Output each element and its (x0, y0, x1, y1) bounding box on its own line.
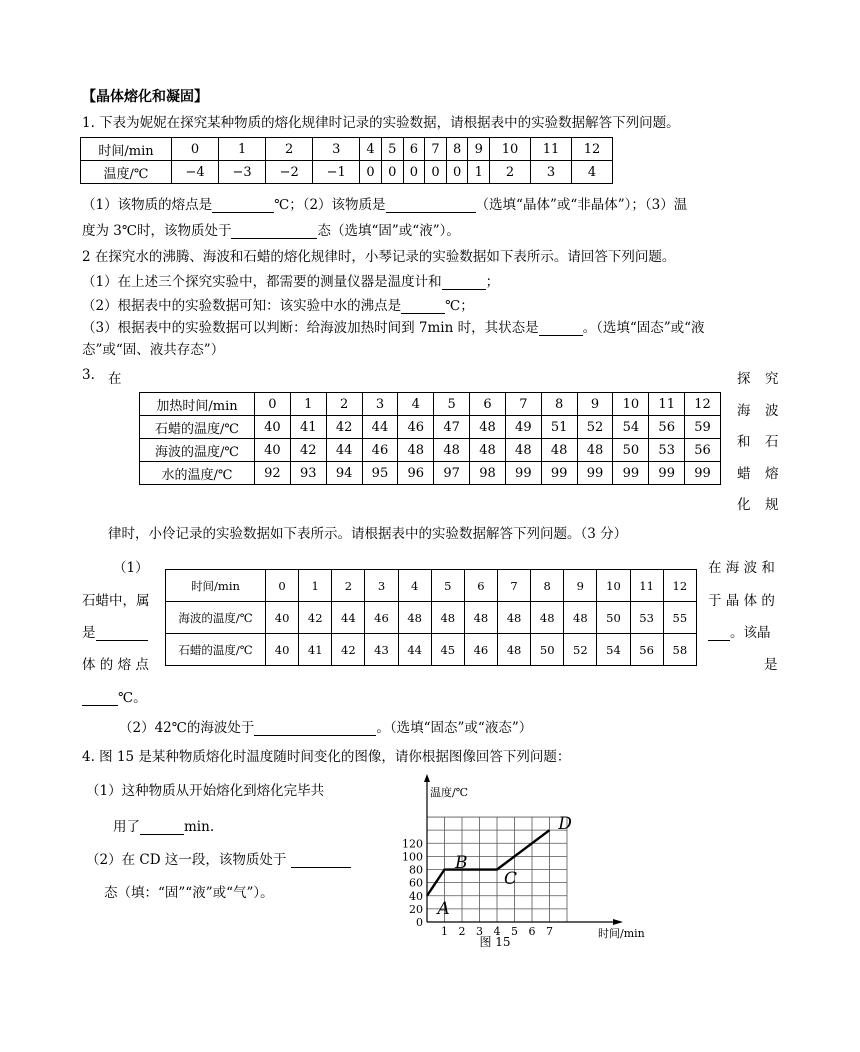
q4-part2 (86, 848, 351, 868)
q3b-value-cell: 42 (332, 634, 365, 666)
y-tick-label: 60 (409, 876, 423, 890)
q1-temp-cell: 3 (531, 161, 572, 184)
q3b-time-cell: 3 (365, 570, 398, 602)
q3b-time-cell: 6 (464, 570, 497, 602)
q3-data-table (139, 392, 721, 485)
q3b-time-cell: 1 (299, 570, 332, 602)
q4-part2-cont: 态（填：“固”“液”或“气”）。 (104, 885, 274, 901)
q3-time-cell: 8 (541, 393, 577, 416)
q3-value-cell: 40 (255, 439, 291, 462)
q1-blank-state[interactable] (231, 224, 317, 239)
q2-text-3b: 。（选填“固态”或“液 (582, 320, 705, 336)
q1-temp-cell: 0 (446, 161, 468, 184)
q3-value-cell: 47 (434, 416, 470, 439)
q3b-time-cell: 8 (531, 570, 564, 602)
q3b-value-cell: 55 (663, 602, 696, 634)
q1-data-table (80, 137, 613, 184)
q1-time-cell: 1 (219, 138, 266, 161)
q1-temp-cell: 2 (490, 161, 531, 184)
q3-value-cell: 44 (362, 416, 398, 439)
q1-time-cell: 0 (172, 138, 219, 161)
q3b-value-cell: 58 (663, 634, 696, 666)
q3-time-cell: 7 (505, 393, 541, 416)
section-heading: 【晶体熔化和凝固】 (82, 89, 208, 105)
q3b-value-cell: 48 (497, 602, 530, 634)
q3b-value-cell: 54 (597, 634, 630, 666)
q3-value-cell: 56 (685, 439, 721, 462)
q3-time-cell: 4 (398, 393, 434, 416)
q3-table-row (140, 416, 721, 439)
q1-time-cell: 9 (468, 138, 490, 161)
q3b-table-row (166, 602, 697, 634)
q3b-value-cell: 48 (531, 602, 564, 634)
q3-value-cell: 95 (362, 462, 398, 485)
q3-side-char: 蜡 (737, 466, 751, 482)
q3-value-cell: 46 (398, 416, 434, 439)
q3b-value-cell: 48 (398, 602, 431, 634)
q3-row-label: 水的温度/℃ (140, 462, 255, 485)
q1-time-cell: 8 (446, 138, 468, 161)
q1-time-cell: 3 (313, 138, 360, 161)
x-axis-arrow (613, 919, 623, 925)
q3-value-cell: 54 (613, 416, 649, 439)
q3b-value-cell: 56 (630, 634, 663, 666)
q3-left-1: （1） (113, 560, 149, 576)
q3-right-1: 在 海 波 和 (708, 560, 775, 576)
q3-value-cell: 98 (470, 462, 506, 485)
q3b-value-cell: 42 (299, 602, 332, 634)
q3-value-cell: 93 (290, 462, 326, 485)
q3-time-cell: 1 (290, 393, 326, 416)
q1-temp-cell: −1 (313, 161, 360, 184)
x-tick-label: 1 (441, 925, 448, 938)
q3b-value-cell: 48 (564, 602, 597, 634)
q3-value-cell: 52 (577, 416, 613, 439)
q3-value-cell: 48 (470, 439, 506, 462)
q3b-table-row (166, 634, 697, 666)
q1-time-cell: 10 (490, 138, 531, 161)
q2-blank-instrument[interactable] (442, 275, 486, 290)
q3b-value-cell: 40 (266, 634, 299, 666)
x-tick-label: 4 (493, 925, 501, 938)
q1-time-cell: 5 (381, 138, 403, 161)
q1-temp-cell: 4 (571, 161, 612, 184)
q3-left-5 (82, 686, 147, 706)
q3-left-3 (82, 621, 148, 641)
q1-text-1a: （1）该物质的熔点是 (82, 197, 213, 213)
q1-time-cell: 6 (403, 138, 425, 161)
q1-time-cell: 2 (266, 138, 313, 161)
q3-blank-melting-point[interactable] (82, 691, 118, 706)
q3-value-cell: 50 (613, 439, 649, 462)
q3-value-cell: 40 (255, 416, 291, 439)
point-label: B (455, 853, 468, 874)
x-tick-label: 2 (458, 925, 466, 938)
q3-left-3-text: 是 (82, 625, 96, 641)
q3-right-3 (708, 621, 771, 641)
point-label: A (437, 899, 450, 920)
q1-question-line1 (82, 193, 687, 213)
q3-value-cell: 48 (398, 439, 434, 462)
q3-side-char: 石 (765, 434, 779, 450)
q3-value-cell: 56 (649, 416, 685, 439)
q2-blank-boiling-point[interactable] (401, 299, 445, 314)
q1-question-line2 (82, 219, 460, 239)
q3-time-cell: 6 (470, 393, 506, 416)
q3b-value-cell: 50 (597, 602, 630, 634)
q3b-value-cell: 41 (299, 634, 332, 666)
q4-blank-duration[interactable] (140, 820, 184, 835)
q3-table-row (140, 462, 721, 485)
q3b-row-label: 海波的温度/℃ (166, 602, 266, 634)
q1-time-cell: 4 (360, 138, 382, 161)
q3-value-cell: 44 (326, 439, 362, 462)
q3b-value-cell: 43 (365, 634, 398, 666)
q3-time-cell: 3 (362, 393, 398, 416)
q3-time-cell: 10 (613, 393, 649, 416)
q3b-value-cell: 44 (332, 602, 365, 634)
chart-caption: 图 15 (479, 935, 511, 949)
q3-side-char: 海 (737, 403, 751, 419)
q3-left-4: 体 的 熔 点 (82, 657, 149, 673)
q3b-value-cell: 46 (464, 634, 497, 666)
q1-temp-cell: −2 (266, 161, 313, 184)
q3-value-cell: 53 (649, 439, 685, 462)
q3b-value-cell: 50 (531, 634, 564, 666)
y-axis-arrow (424, 774, 430, 782)
q1-time-cell: 11 (531, 138, 572, 161)
q3-time-cell: 5 (434, 393, 470, 416)
q3-value-cell: 48 (505, 439, 541, 462)
q4-intro: 4. 图 15 是某种物质熔化时温度随时间变化的图像，请你根据图像回答下列问题： (82, 749, 571, 765)
q3-time-cell: 9 (577, 393, 613, 416)
q1-temp-cell: 0 (381, 161, 403, 184)
q1-intro: 1. 下表为妮妮在探究某种物质的熔化规律时记录的实验数据，请根据表中的实验数据解答下列问题。 (82, 115, 680, 131)
q1-text-2a: 度为 3℃时，该物质处于 (82, 223, 232, 239)
q3-side-char: 化 (737, 497, 751, 513)
q3-time-cell: 0 (255, 393, 291, 416)
x-tick-label: 7 (546, 925, 553, 938)
q3b-time-cell: 2 (332, 570, 365, 602)
q2-text-2b: ℃； (445, 298, 474, 314)
q3-value-cell: 99 (685, 462, 721, 485)
q4-text-1c: min. (184, 819, 215, 835)
q3b-time-cell: 0 (266, 570, 299, 602)
q3b-time-cell: 5 (431, 570, 464, 602)
q1-time-cell: 7 (425, 138, 447, 161)
q1-temp-cell: 0 (403, 161, 425, 184)
q3-side-char: 规 (765, 497, 779, 513)
q1-temp-cell: −4 (172, 161, 219, 184)
y-tick-label: 100 (402, 850, 423, 864)
q2-part2 (82, 294, 474, 314)
q3b-value-cell: 52 (564, 634, 597, 666)
q1-temp-cell: −3 (219, 161, 266, 184)
q1-temp-cell: 0 (360, 161, 382, 184)
q2-blank-state[interactable] (539, 321, 583, 336)
x-tick-label: 6 (528, 925, 536, 938)
q3-right-2: 于 晶 体 的 (708, 593, 775, 609)
q3-table-row (140, 439, 721, 462)
q3b-value-cell: 48 (464, 602, 497, 634)
y-tick-label: 20 (409, 902, 423, 916)
q3-side-char: 和 (737, 434, 751, 450)
q3b-value-cell: 53 (630, 602, 663, 634)
q3-left-5-text: ℃。 (118, 690, 147, 706)
y-tick-label: 80 (409, 863, 423, 877)
q3-value-cell: 48 (577, 439, 613, 462)
q3-value-cell: 94 (326, 462, 362, 485)
q3b-value-cell: 40 (266, 602, 299, 634)
q4-text-2a: （2）在 CD 这一段，该物质处于 (86, 852, 287, 868)
q3-tail: 律时，小伶记录的实验数据如下表所示。请根据表中的实验数据解答下列问题。（3 分） (108, 526, 628, 542)
q2-part1 (82, 270, 499, 290)
q3-value-cell: 51 (541, 416, 577, 439)
q3b-time-cell: 4 (398, 570, 431, 602)
q4-part1: （1）这种物质从开始熔化到熔化完毕共 (86, 783, 325, 799)
q3-side-char: 探 (737, 371, 751, 387)
temperature-time-chart (395, 772, 665, 950)
q3b-value-cell: 44 (398, 634, 431, 666)
q1-time-label: 时间/min (81, 138, 172, 161)
y-tick-label: 40 (409, 889, 423, 903)
q3-right-3-text: 。该晶 (730, 625, 771, 641)
q3b-time-cell: 7 (497, 570, 530, 602)
q2-text-3a: （3）根据表中的实验数据可以判断：给海波加热时间到 7min 时，其状态是 (82, 320, 539, 336)
q3-right-4: 是 (764, 657, 778, 673)
q3-time-cell: 2 (326, 393, 362, 416)
q3-value-cell: 99 (649, 462, 685, 485)
point-label: D (558, 813, 572, 834)
q1-temp-label: 温度/℃ (81, 161, 172, 184)
q3-sub2-text-a: （2）42℃的海波处于 (119, 720, 255, 736)
q3b-value-cell: 45 (431, 634, 464, 666)
q3b-time-cell: 12 (663, 570, 696, 602)
q3-sub2 (119, 716, 532, 736)
q2-part3-cont: 态”或“固、液共存态”） (82, 342, 225, 358)
x-axis-label: 时间/min (598, 927, 645, 940)
q3b-time-cell: 10 (597, 570, 630, 602)
q3b-value-cell: 48 (431, 602, 464, 634)
q1-text-2b: 态（选填“固”或“液”）。 (317, 223, 460, 239)
y-tick-label: 120 (402, 837, 423, 851)
q3-left-2: 石蜡中，属 (82, 593, 150, 609)
q3-value-cell: 42 (326, 416, 362, 439)
x-tick-label: 3 (476, 925, 483, 938)
q3-value-cell: 48 (470, 416, 506, 439)
q4-blank-state[interactable] (291, 853, 351, 868)
q1-text-1c: （选填“晶体”或“非晶体”）；（3）温 (475, 197, 688, 213)
q3-header-label: 加热时间/min (140, 393, 255, 416)
q3-row-label: 海波的温度/℃ (140, 439, 255, 462)
q3-value-cell: 48 (434, 439, 470, 462)
q3-value-cell: 99 (541, 462, 577, 485)
y-tick-label: 0 (416, 916, 423, 929)
q3-zai: 在 (108, 371, 122, 387)
series-line (427, 830, 550, 896)
x-tick-label: 5 (511, 925, 518, 938)
q3-value-cell: 48 (541, 439, 577, 462)
q3-second-table (165, 569, 697, 666)
q3b-time-cell: 9 (564, 570, 597, 602)
q3-value-cell: 99 (613, 462, 649, 485)
q1-temp-cell: 0 (425, 161, 447, 184)
q3-blank-crystal-type[interactable] (708, 626, 730, 641)
q3-value-cell: 92 (255, 462, 291, 485)
q2-text-2a: （2）根据表中的实验数据可知：该实验中水的沸点是 (82, 298, 402, 314)
q1-time-cell: 12 (571, 138, 612, 161)
q3-value-cell: 42 (290, 439, 326, 462)
q2-intro: 2 在探究水的沸腾、海波和石蜡的熔化规律时，小琴记录的实验数据如下表所示。请回答下列问题。 (82, 249, 676, 265)
q3-sub2-text-b: 。（选填“固态”或“液态”） (376, 720, 533, 736)
q3-side-char: 熔 (765, 466, 779, 482)
q2-text-1a: （1）在上述三个探究实验中，都需要的测量仪器是温度计和 (82, 274, 442, 290)
q3-value-cell: 99 (505, 462, 541, 485)
q3b-value-cell: 46 (365, 602, 398, 634)
q3-value-cell: 41 (290, 416, 326, 439)
q1-blank-melting-point[interactable] (212, 198, 274, 213)
q3-time-cell: 12 (685, 393, 721, 416)
q1-blank-crystal[interactable] (386, 198, 476, 213)
q3-value-cell: 49 (505, 416, 541, 439)
q3b-value-cell: 48 (497, 634, 530, 666)
q3b-time-cell: 11 (630, 570, 663, 602)
q2-text-1b: ； (485, 274, 500, 290)
q3-number: 3. (82, 367, 95, 383)
q2-part3 (82, 316, 705, 336)
point-label: C (504, 868, 518, 889)
q1-text-1b: ℃；（2）该物质是 (274, 197, 386, 213)
q3-time-cell: 11 (649, 393, 685, 416)
q3-value-cell: 97 (434, 462, 470, 485)
q3-value-cell: 46 (362, 439, 398, 462)
q4-part1-cont (113, 815, 214, 835)
q4-text-1b: 用了 (113, 819, 140, 835)
q3-row-label: 石蜡的温度/℃ (140, 416, 255, 439)
q3b-header-label: 时间/min (166, 570, 266, 602)
q3b-row-label: 石蜡的温度/℃ (166, 634, 266, 666)
q3-blank-crystal-name[interactable] (96, 626, 148, 641)
q3-side-char: 波 (765, 403, 779, 419)
q3-value-cell: 96 (398, 462, 434, 485)
q3-side-char: 究 (765, 371, 779, 387)
q3-value-cell: 59 (685, 416, 721, 439)
q3-value-cell: 99 (577, 462, 613, 485)
q3-blank-state[interactable] (254, 721, 376, 736)
q1-temp-cell: 1 (468, 161, 490, 184)
y-axis-label: 温度/℃ (430, 786, 469, 799)
